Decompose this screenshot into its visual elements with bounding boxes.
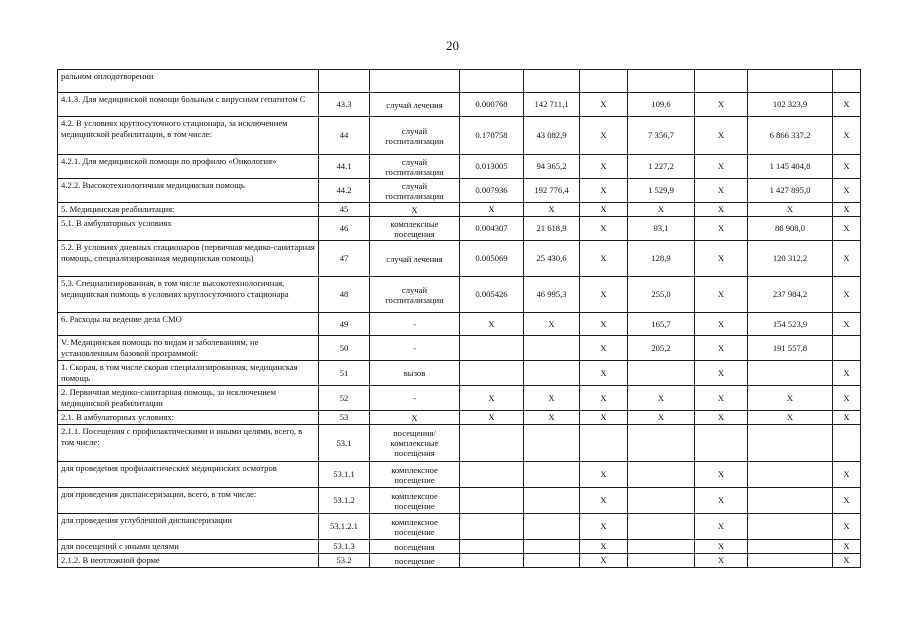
row-label-cell: для посещений с иными целями <box>58 540 319 554</box>
table-cell <box>460 336 524 361</box>
table-cell: X <box>833 217 861 241</box>
table-cell: X <box>580 155 628 179</box>
table-cell: X <box>695 336 748 361</box>
table-cell: 165,7 <box>628 313 695 336</box>
table-cell: 0.013005 <box>460 155 524 179</box>
row-label-cell: 2.1. В амбулаторных условиях: <box>58 411 319 425</box>
row-label-cell: 2.1.2. В неотложной форме <box>58 554 319 568</box>
table-cell <box>628 488 695 514</box>
table-cell: X <box>833 241 861 277</box>
table-cell: случай госпитализации <box>370 277 460 313</box>
table-cell <box>460 70 524 93</box>
table-cell: 0.005069 <box>460 241 524 277</box>
table-cell: X <box>460 313 524 336</box>
table-cell: комплексное посещение <box>370 514 460 540</box>
table-cell <box>628 514 695 540</box>
table-cell <box>695 425 748 462</box>
table-cell <box>524 540 580 554</box>
table-cell: 45 <box>319 203 370 217</box>
table-cell: X <box>580 386 628 411</box>
page-number: 20 <box>446 38 459 53</box>
table-cell: X <box>580 217 628 241</box>
table-cell <box>580 70 628 93</box>
row-label-cell: 4.2. В условиях круглосуточного стационара, за исключением медицинской реабилитации, в том числе: <box>58 117 319 155</box>
table-cell: X <box>833 361 861 386</box>
table-cell: 43 082,9 <box>524 117 580 155</box>
table-row <box>58 336 861 361</box>
table-cell: 192 776,4 <box>524 179 580 203</box>
table-cell: случай лечения <box>370 241 460 277</box>
table-row <box>58 70 861 93</box>
table-cell: случай госпитализации <box>370 179 460 203</box>
table-cell <box>833 425 861 462</box>
table-row <box>58 462 861 488</box>
table-cell: X <box>628 386 695 411</box>
table-cell: X <box>580 277 628 313</box>
table-row <box>58 554 861 568</box>
table-cell: 53.1.2.1 <box>319 514 370 540</box>
table-cell <box>628 554 695 568</box>
table-cell <box>524 336 580 361</box>
table-cell: X <box>580 540 628 554</box>
table-cell <box>524 361 580 386</box>
table-row <box>58 361 861 386</box>
table-cell: 128,9 <box>628 241 695 277</box>
table-cell: X <box>580 93 628 117</box>
table-cell: 53.1.3 <box>319 540 370 554</box>
row-label-cell: для проведения углубленной диспансеризации <box>58 514 319 540</box>
row-label-cell: 5.2. В условиях дневных стационаров (первичная медико-санитарная помощь, специализированная медицинская помощь) <box>58 241 319 277</box>
table-cell: 53.2 <box>319 554 370 568</box>
table-cell: 53.1.2 <box>319 488 370 514</box>
table-cell: X <box>580 241 628 277</box>
table-cell: X <box>695 241 748 277</box>
table-cell: 1 145 404,8 <box>748 155 833 179</box>
table-cell: X <box>460 203 524 217</box>
table-cell: комплексные посещения <box>370 217 460 241</box>
table-cell: X <box>580 462 628 488</box>
table-cell: 205,2 <box>628 336 695 361</box>
table-row <box>58 277 861 313</box>
table-cell <box>748 70 833 93</box>
table-cell: 44.1 <box>319 155 370 179</box>
table-cell: комплексное посещение <box>370 488 460 514</box>
table-cell: X <box>748 411 833 425</box>
table-cell <box>460 554 524 568</box>
table-cell <box>628 361 695 386</box>
row-label-cell: 2. Первичная медико-санитарная помощь, за исключением медицинской реабилитации <box>58 386 319 411</box>
table-cell: 0.000768 <box>460 93 524 117</box>
table-row <box>58 241 861 277</box>
row-label-cell: V. Медицинская помощь по видам и заболеваниям, не установленным базовой программой: <box>58 336 319 361</box>
row-label-cell: 1. Скорая, в том числе скорая специализированная, медицинская помощь <box>58 361 319 386</box>
table-cell: 1 529,9 <box>628 179 695 203</box>
table-cell <box>580 425 628 462</box>
table-cell: X <box>833 179 861 203</box>
table-cell: 1 227,2 <box>628 155 695 179</box>
table-cell: X <box>695 462 748 488</box>
table-cell: X <box>833 554 861 568</box>
table-cell: X <box>833 462 861 488</box>
table-cell <box>748 462 833 488</box>
row-label-cell: 4.2.1. Для медицинской помощи по профилю «Онкология» <box>58 155 319 179</box>
table-cell <box>524 70 580 93</box>
table-cell: X <box>580 203 628 217</box>
table-cell: 25 430,6 <box>524 241 580 277</box>
table-cell: 94 365,2 <box>524 155 580 179</box>
table-cell: 46 <box>319 217 370 241</box>
table-row <box>58 488 861 514</box>
table-cell: X <box>695 117 748 155</box>
table-cell: X <box>695 313 748 336</box>
table-cell <box>524 514 580 540</box>
table-cell: 53 <box>319 411 370 425</box>
row-label-cell: для проведения профилактических медицинских осмотров <box>58 462 319 488</box>
table-cell <box>833 336 861 361</box>
table-cell: X <box>580 514 628 540</box>
table-row <box>58 386 861 411</box>
table-cell: комплексное посещение <box>370 462 460 488</box>
row-label-cell: 4.2.2. Высокотехнологичная медицинская помощь <box>58 179 319 203</box>
table-cell: X <box>524 386 580 411</box>
table-cell: X <box>580 554 628 568</box>
table-cell: случай госпитализации <box>370 155 460 179</box>
table-cell: 48 <box>319 277 370 313</box>
table-cell: X <box>524 313 580 336</box>
table-cell <box>460 425 524 462</box>
table-cell: 237 984,2 <box>748 277 833 313</box>
table-cell: X <box>833 514 861 540</box>
table-row <box>58 540 861 554</box>
table-cell <box>748 488 833 514</box>
table-row <box>58 93 861 117</box>
table-row <box>58 179 861 203</box>
table-cell: X <box>695 540 748 554</box>
table-cell <box>628 462 695 488</box>
table-cell: X <box>580 336 628 361</box>
table-cell: X <box>695 277 748 313</box>
table-cell <box>628 70 695 93</box>
table-cell: 255,0 <box>628 277 695 313</box>
table-cell: X <box>580 117 628 155</box>
table-cell: X <box>628 411 695 425</box>
table-cell: X <box>748 203 833 217</box>
table-cell: X <box>833 277 861 313</box>
table-cell <box>319 70 370 93</box>
table-cell: X <box>833 93 861 117</box>
table-cell: 0.005426 <box>460 277 524 313</box>
table-cell: 120 312,2 <box>748 241 833 277</box>
table-cell: X <box>695 411 748 425</box>
table-cell: X <box>695 203 748 217</box>
table-cell <box>628 425 695 462</box>
table-cell <box>524 425 580 462</box>
table-cell: X <box>833 411 861 425</box>
table-cell: - <box>370 336 460 361</box>
table-cell: 50 <box>319 336 370 361</box>
row-label-cell: 5.1. В амбулаторных условиях <box>58 217 319 241</box>
row-label-cell: 5.3. Специализированная, в том числе высокотехнологичная, медицинская помощь в условиях круглосуточного стационара <box>58 277 319 313</box>
table-cell: 86 908,0 <box>748 217 833 241</box>
table-cell: - <box>370 313 460 336</box>
table-cell: 191 557,8 <box>748 336 833 361</box>
table-cell: 6 866 337,2 <box>748 117 833 155</box>
table-cell <box>833 70 861 93</box>
table-cell: X <box>833 540 861 554</box>
table-cell: X <box>748 386 833 411</box>
table-row <box>58 411 861 425</box>
table-cell <box>370 70 460 93</box>
table-row <box>58 217 861 241</box>
table-cell <box>748 425 833 462</box>
table-cell: 1 427 895,0 <box>748 179 833 203</box>
row-label-cell: 6. Расходы на ведение дела СМО <box>58 313 319 336</box>
table-cell: 7 356,7 <box>628 117 695 155</box>
row-label-cell: 5. Медицинская реабилитация: <box>58 203 319 217</box>
table-cell: X <box>524 411 580 425</box>
table-cell: 102 323,9 <box>748 93 833 117</box>
table-cell <box>460 361 524 386</box>
table-cell: X <box>695 179 748 203</box>
table-cell: посещение <box>370 554 460 568</box>
table-cell: 49 <box>319 313 370 336</box>
table-cell: вызов <box>370 361 460 386</box>
table-cell: X <box>695 386 748 411</box>
table-cell: X <box>833 313 861 336</box>
table-cell: 47 <box>319 241 370 277</box>
table-cell: X <box>628 203 695 217</box>
table-cell: X <box>695 217 748 241</box>
table-cell <box>460 540 524 554</box>
table-row <box>58 203 861 217</box>
table-cell: X <box>460 411 524 425</box>
table-cell <box>628 540 695 554</box>
table-cell: 53.1.1 <box>319 462 370 488</box>
table-cell: X <box>580 313 628 336</box>
table-cell: X <box>695 361 748 386</box>
table-cell: X <box>695 488 748 514</box>
table-row <box>58 155 861 179</box>
table-cell: X <box>695 514 748 540</box>
table-cell: 52 <box>319 386 370 411</box>
table-row <box>58 425 861 462</box>
table-cell <box>748 361 833 386</box>
table-cell: X <box>580 179 628 203</box>
table-cell: X <box>370 411 460 425</box>
table-cell <box>748 514 833 540</box>
table-cell: X <box>460 386 524 411</box>
table-cell <box>695 70 748 93</box>
table-cell <box>460 488 524 514</box>
table-cell: 154 523,9 <box>748 313 833 336</box>
table-cell <box>460 514 524 540</box>
table-row <box>58 313 861 336</box>
table-cell <box>524 554 580 568</box>
table-cell: 44 <box>319 117 370 155</box>
table-cell: 53.1 <box>319 425 370 462</box>
row-label-cell: ральном оплодотворении <box>58 70 319 93</box>
table-cell <box>524 488 580 514</box>
table-cell: посещения/комплексные посещения <box>370 425 460 462</box>
table-cell: 44.2 <box>319 179 370 203</box>
table-cell: 109,6 <box>628 93 695 117</box>
table-cell <box>748 540 833 554</box>
table-cell: случай лечения <box>370 93 460 117</box>
table-cell: 93,1 <box>628 217 695 241</box>
table-cell: посещения <box>370 540 460 554</box>
data-table <box>57 69 861 568</box>
table-cell: 21 618,9 <box>524 217 580 241</box>
table-cell: X <box>833 155 861 179</box>
table-cell: X <box>695 554 748 568</box>
table-row <box>58 117 861 155</box>
table-cell: X <box>833 117 861 155</box>
table-cell: X <box>580 411 628 425</box>
table-cell: 51 <box>319 361 370 386</box>
table-cell: X <box>524 203 580 217</box>
table-cell: X <box>695 93 748 117</box>
table-cell: случай госпитализации <box>370 117 460 155</box>
table-cell: 43.3 <box>319 93 370 117</box>
table-cell: 142 711,1 <box>524 93 580 117</box>
table-cell: X <box>833 386 861 411</box>
table-cell: X <box>833 488 861 514</box>
table-cell <box>748 554 833 568</box>
table-cell: X <box>580 488 628 514</box>
table-cell: X <box>370 203 460 217</box>
table-row <box>58 514 861 540</box>
table-cell: X <box>833 203 861 217</box>
table-cell: 0.170758 <box>460 117 524 155</box>
row-label-cell: 4.1.3. Для медицинской помощи больным с вирусным гепатитом С <box>58 93 319 117</box>
table-cell: 46 995,3 <box>524 277 580 313</box>
row-label-cell: для проведения диспансеризации, всего, в том числе: <box>58 488 319 514</box>
table-cell: 0.004307 <box>460 217 524 241</box>
table-cell <box>524 462 580 488</box>
table-cell: X <box>580 361 628 386</box>
table-cell: - <box>370 386 460 411</box>
table-cell: X <box>695 155 748 179</box>
row-label-cell: 2.1.1. Посещения с профилактическими и иными целями, всего, в том числе: <box>58 425 319 462</box>
table-cell: 0.007936 <box>460 179 524 203</box>
table-cell <box>460 462 524 488</box>
